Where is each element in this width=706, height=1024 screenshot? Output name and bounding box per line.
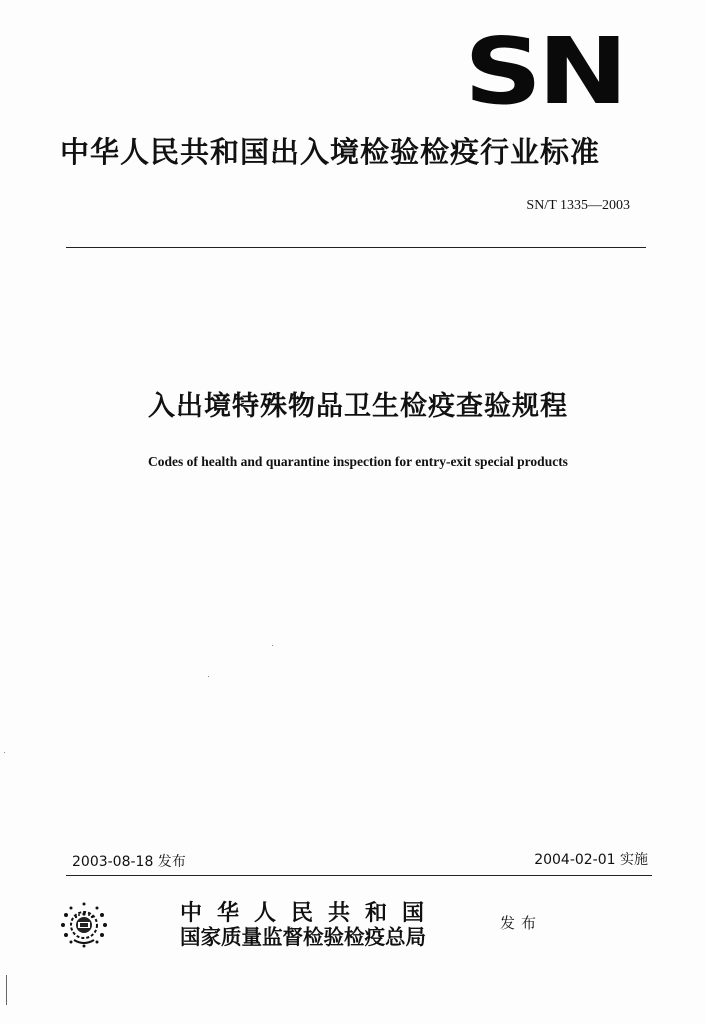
issuer-agency: 国家质量监督检验检疫总局 — [180, 925, 426, 949]
scan-speck — [4, 752, 5, 753]
issuer-verb: 发布 — [500, 914, 543, 932]
top-divider — [66, 247, 646, 248]
document-title-english: Codes of health and quarantine inspection for entry-exit special products — [148, 454, 568, 469]
document-title-chinese: 入出境特殊物品卫生检疫查验规程 — [148, 391, 568, 422]
scan-speck — [272, 645, 273, 646]
industry-standard-title: 中华人民共和国出入境检验检疫行业标准 — [60, 135, 601, 169]
bottom-divider — [66, 875, 652, 876]
sn-logo: SN — [464, 18, 624, 125]
national-emblem-icon — [56, 900, 112, 950]
scan-speck — [208, 676, 209, 677]
implementation-date: 2004-02-01 实施 — [534, 852, 648, 868]
issue-date: 2003-08-18 发布 — [72, 854, 186, 870]
scan-edge-mark — [6, 975, 7, 1005]
issuer-country: 中华人民共和国 — [180, 900, 440, 926]
standard-code: SN/T 1335—2003 — [526, 198, 630, 213]
